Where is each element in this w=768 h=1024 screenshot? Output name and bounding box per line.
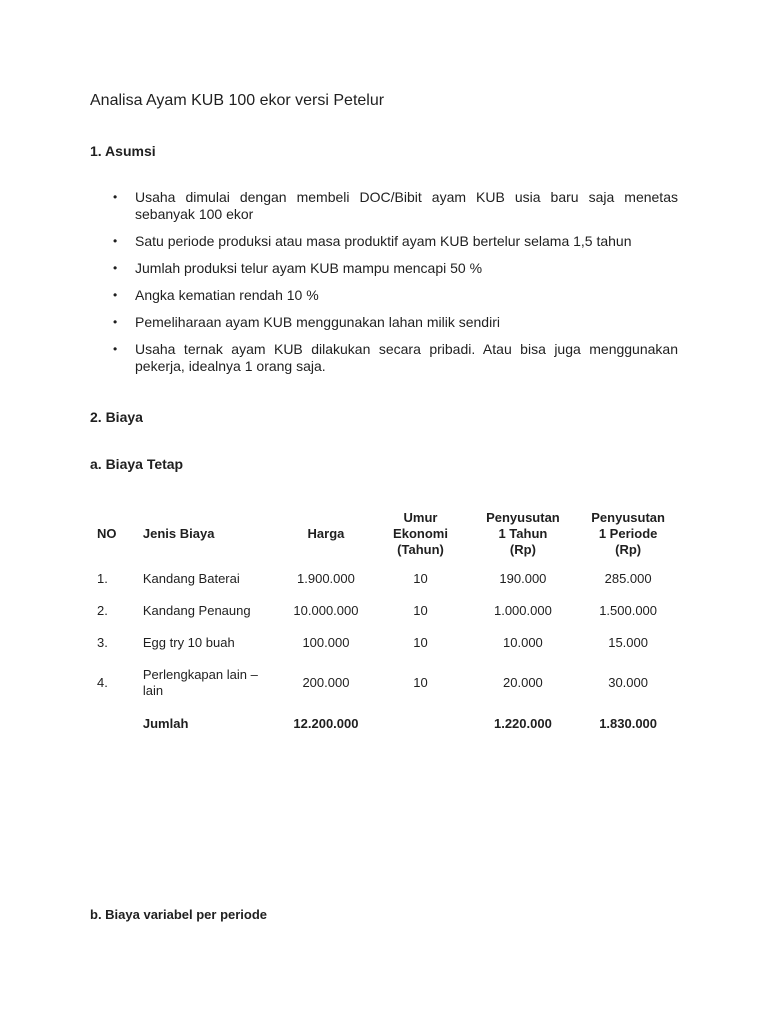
assumption-text: Angka kematian rendah 10 % [135, 287, 319, 303]
header-line: Penyusutan [591, 510, 665, 525]
list-item [90, 189, 678, 223]
total-umur-empty [371, 707, 469, 741]
header-jenis-biaya: Jenis Biaya [142, 526, 215, 541]
assumption-text: Jumlah produksi telur ayam KUB mampu mencapi 50 % [135, 260, 483, 276]
cell-umur: 10 [413, 675, 428, 690]
cell-harga: 10.000.000 [293, 603, 359, 618]
header-line: Umur [403, 510, 438, 525]
total-penyusutan-periode: 1.830.000 [599, 716, 658, 731]
header-line: 1 Tahun [498, 526, 548, 541]
section-heading-asumsi: 1. Asumsi [90, 143, 156, 159]
bullet-icon: • [113, 234, 118, 248]
assumption-text: Usaha ternak ayam KUB dilakukan secara pribadi. Atau bisa juga menggunakan pekerja, idealnya 1 orang saja. [135, 341, 678, 374]
header-penyusutan-periode [576, 505, 680, 563]
cell-no-empty [90, 707, 143, 741]
cell-no: 1. [97, 571, 108, 586]
assumption-text: Satu periode produksi atau masa produktif ayam KUB bertelur selama 1,5 tahun [135, 233, 632, 249]
cell-harga: 200.000 [302, 675, 350, 690]
header-line: 1 Periode [598, 526, 658, 541]
list-item [90, 260, 678, 277]
cell-umur: 10 [413, 571, 428, 586]
list-item [90, 287, 678, 304]
total-penyusutan-tahun: 1.220.000 [493, 716, 552, 731]
header-no: NO [97, 526, 117, 541]
header-line: (Rp) [509, 542, 536, 557]
cell-penyusutan-tahun: 190.000 [499, 571, 547, 586]
list-item [90, 233, 678, 250]
bullet-icon: • [113, 315, 118, 329]
cell-penyusutan-periode: 30.000 [608, 675, 648, 690]
table-total-row [90, 707, 680, 741]
bullet-icon: • [113, 288, 118, 302]
section-heading-biaya: 2. Biaya [90, 409, 143, 425]
bullet-icon: • [113, 261, 118, 275]
bullet-icon: • [113, 342, 118, 356]
assumption-text: Usaha dimulai dengan membeli DOC/Bibit ayam KUB usia baru saja menetas sebanyak 100 ekor [135, 189, 678, 222]
list-item [90, 341, 678, 375]
cell-penyusutan-periode: 15.000 [608, 635, 648, 650]
total-label: Jumlah [142, 716, 189, 731]
table-row [90, 563, 680, 595]
cell-no: 4. [97, 675, 108, 690]
header-umur-ekonomi [371, 505, 469, 563]
cell-no: 2. [97, 603, 108, 618]
cell-harga: 1.900.000 [297, 571, 355, 586]
table-header-row [90, 505, 680, 563]
header-line: (Rp) [615, 542, 642, 557]
cell-umur: 10 [413, 635, 428, 650]
header-line: Penyusutan [486, 510, 560, 525]
list-item [90, 314, 678, 331]
cell-penyusutan-tahun: 10.000 [503, 635, 543, 650]
cell-jenis-biaya: Kandang Penaung [142, 603, 251, 618]
assumption-list [90, 189, 678, 385]
header-line: Ekonomi [393, 526, 448, 541]
document-title: Analisa Ayam KUB 100 ekor versi Petelur [90, 92, 385, 109]
cell-jenis-biaya: Perlengkapan lain – lain [142, 667, 258, 698]
header-line: (Tahun) [397, 542, 444, 557]
cell-penyusutan-tahun: 1.000.000 [493, 603, 552, 618]
bullet-icon: • [113, 190, 118, 204]
cell-umur: 10 [413, 603, 428, 618]
header-penyusutan-tahun [470, 505, 577, 563]
cell-no: 3. [97, 635, 108, 650]
cell-harga: 100.000 [302, 635, 350, 650]
fixed-cost-table [90, 505, 680, 741]
cell-jenis-biaya: Egg try 10 buah [142, 635, 235, 650]
header-harga: Harga [307, 526, 345, 541]
section-heading-biaya-tetap: a. Biaya Tetap [90, 456, 184, 472]
total-harga: 12.200.000 [293, 716, 359, 731]
table-row [90, 627, 680, 659]
assumption-text: Pemeliharaan ayam KUB menggunakan lahan milik sendiri [135, 314, 500, 330]
cell-penyusutan-tahun: 20.000 [503, 675, 543, 690]
cell-penyusutan-periode: 285.000 [604, 571, 652, 586]
cell-penyusutan-periode: 1.500.000 [599, 603, 658, 618]
table-row [90, 595, 680, 627]
section-heading-biaya-variabel: b. Biaya variabel per periode [90, 907, 268, 922]
cell-jenis-biaya: Kandang Baterai [142, 571, 240, 586]
table-row [90, 659, 680, 707]
